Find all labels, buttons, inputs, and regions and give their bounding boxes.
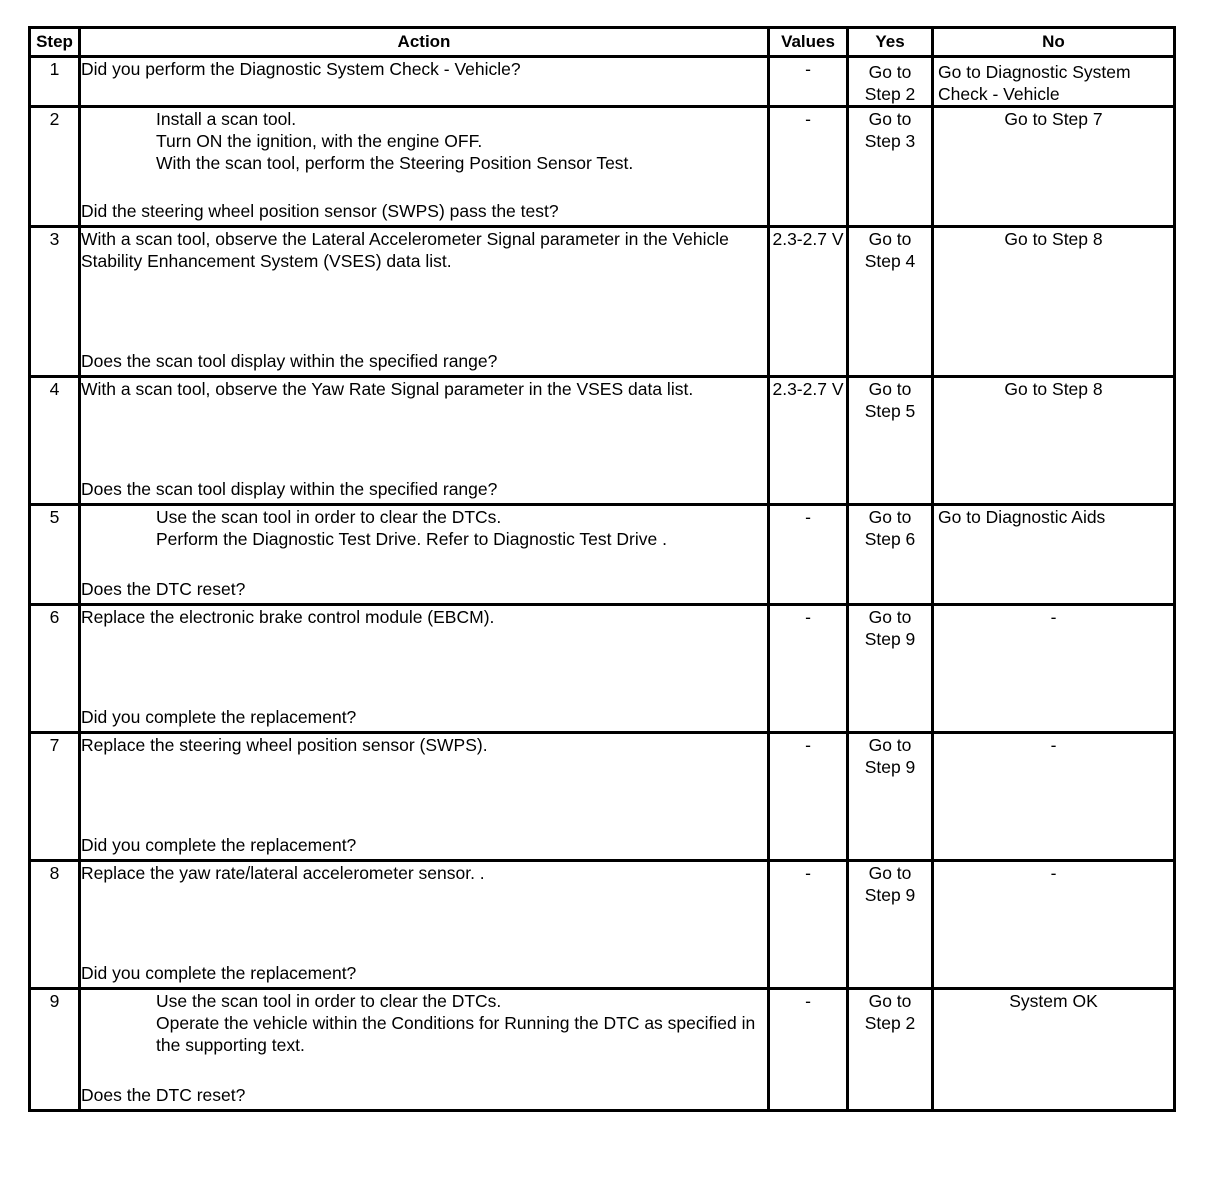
no-cell: - <box>933 605 1175 733</box>
no-cell: Go to Step 8 <box>933 377 1175 505</box>
step-number: 7 <box>30 733 80 861</box>
table-row <box>30 227 1175 377</box>
yes-cell: Go to Step 9 <box>848 605 933 733</box>
table-row <box>30 107 1175 227</box>
step-number: 6 <box>30 605 80 733</box>
action-text: Replace the steering wheel position sensor (SWPS). <box>81 735 488 755</box>
action-text: With the scan tool, perform the Steering Position Sensor Test. <box>156 153 634 173</box>
action-text: With a scan tool, observe the Yaw Rate Signal parameter in the VSES data list. <box>81 379 694 399</box>
step-number: 5 <box>30 505 80 605</box>
no-cell: Go to Step 7 <box>933 107 1175 227</box>
no-cell: System OK <box>933 989 1175 1111</box>
no-cell: Go to Step 8 <box>933 227 1175 377</box>
values-cell: - <box>769 861 848 989</box>
action-question: Does the DTC reset? <box>81 1085 246 1105</box>
yes-cell: Go to Step 9 <box>848 733 933 861</box>
no-cell: Go to Diagnostic System Check - Vehicle <box>933 57 1175 107</box>
values-cell: - <box>769 57 848 107</box>
table-row <box>30 605 1175 733</box>
action-cell <box>80 989 769 1111</box>
header-no: No <box>933 28 1175 57</box>
yes-cell: Go to Step 2 <box>848 57 933 107</box>
action-text: Use the scan tool in order to clear the DTCs. <box>156 991 502 1011</box>
table-row <box>30 505 1175 605</box>
action-cell <box>80 505 769 605</box>
action-text: Use the scan tool in order to clear the DTCs. <box>156 507 502 527</box>
action-cell <box>80 861 769 989</box>
step-number: 8 <box>30 861 80 989</box>
table-row <box>30 989 1175 1111</box>
table-row <box>30 377 1175 505</box>
yes-cell: Go to Step 2 <box>848 989 933 1111</box>
action-text: With a scan tool, observe the Lateral Accelerometer Signal parameter in the Vehicle Stability Enhancement System (VSES) data list. <box>81 229 729 271</box>
action-question: Does the scan tool display within the specified range? <box>81 351 498 371</box>
action-text: Install a scan tool. <box>156 109 297 129</box>
values-cell: - <box>769 605 848 733</box>
step-number: 3 <box>30 227 80 377</box>
header-values: Values <box>769 28 848 57</box>
action-question: Does the DTC reset? <box>81 579 246 599</box>
yes-cell: Go to Step 3 <box>848 107 933 227</box>
no-cell: Go to Diagnostic Aids <box>933 505 1175 605</box>
action-text: Operate the vehicle within the Conditions for Running the DTC as specified in the supporting text. <box>156 1013 756 1055</box>
header-row <box>30 28 1175 57</box>
action-text: Did you perform the Diagnostic System Check - Vehicle? <box>81 59 521 79</box>
header-step: Step <box>30 28 80 57</box>
action-cell <box>80 733 769 861</box>
table-row <box>30 733 1175 861</box>
values-cell: - <box>769 989 848 1111</box>
table-row <box>30 861 1175 989</box>
action-question: Does the scan tool display within the specified range? <box>81 479 498 499</box>
values-cell: 2.3-2.7 V <box>769 377 848 505</box>
action-cell <box>80 227 769 377</box>
action-cell <box>80 57 769 107</box>
values-cell: - <box>769 505 848 605</box>
yes-cell: Go to Step 9 <box>848 861 933 989</box>
header-action: Action <box>80 28 769 57</box>
yes-cell: Go to Step 5 <box>848 377 933 505</box>
no-cell: - <box>933 861 1175 989</box>
action-text: Perform the Diagnostic Test Drive. Refer to Diagnostic Test Drive . <box>156 529 667 549</box>
action-question: Did the steering wheel position sensor (SWPS) pass the test? <box>81 201 559 221</box>
values-cell: - <box>769 107 848 227</box>
action-text: Replace the electronic brake control module (EBCM). <box>81 607 495 627</box>
step-number: 1 <box>30 57 80 107</box>
diagnostic-table <box>28 26 1176 1112</box>
action-question: Did you complete the replacement? <box>81 707 357 727</box>
action-text: Replace the yaw rate/lateral accelerometer sensor. . <box>81 863 485 883</box>
table-row <box>30 57 1175 107</box>
action-cell <box>80 377 769 505</box>
yes-cell: Go to Step 6 <box>848 505 933 605</box>
action-question: Did you complete the replacement? <box>81 963 357 983</box>
action-cell <box>80 605 769 733</box>
action-question: Did you complete the replacement? <box>81 835 357 855</box>
step-number: 4 <box>30 377 80 505</box>
action-text: Turn ON the ignition, with the engine OFF. <box>156 131 483 151</box>
step-number: 9 <box>30 989 80 1111</box>
no-cell: - <box>933 733 1175 861</box>
values-cell: 2.3-2.7 V <box>769 227 848 377</box>
header-yes: Yes <box>848 28 933 57</box>
action-cell <box>80 107 769 227</box>
step-number: 2 <box>30 107 80 227</box>
yes-cell: Go to Step 4 <box>848 227 933 377</box>
values-cell: - <box>769 733 848 861</box>
